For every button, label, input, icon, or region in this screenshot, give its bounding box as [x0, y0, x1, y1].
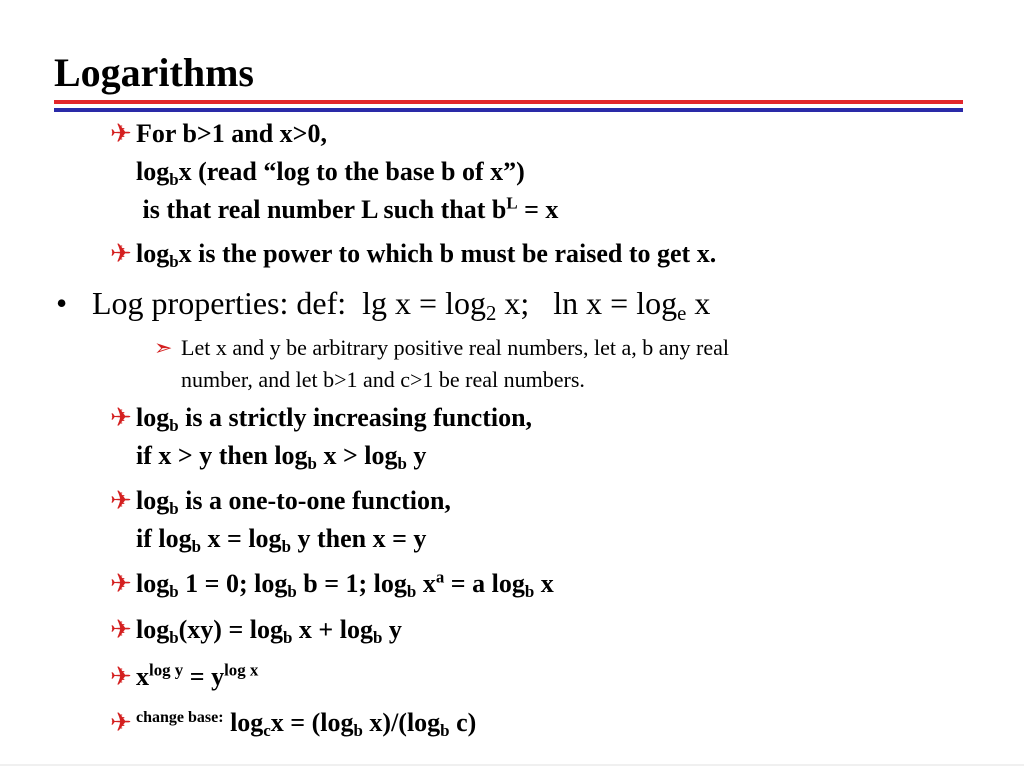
one-to-one-line-2: if $\log_b x = \log_b y$ then x = y	[136, 524, 427, 557]
definition-line-3: is that real number L such that $b^L = x$	[136, 193, 559, 224]
title-rule-red	[54, 100, 963, 104]
identities-text: $\log_b 1 = 0$; $\log_b b = 1$; $\log_b x^a = a$ $\log_b x$	[136, 567, 554, 602]
one-to-one-line-1: $\log_b$ is a one-to-one function,	[136, 486, 451, 519]
plane-arrow-icon: ✈	[110, 569, 132, 598]
sub-arrow-icon: ➣	[154, 335, 173, 360]
footer-divider	[0, 764, 1024, 766]
change-base-label: change base:	[136, 709, 224, 727]
increasing-bullet	[110, 399, 532, 475]
increasing-line-2: if x > y then $\log_b x > \log_b y$	[136, 441, 427, 474]
product-bullet	[110, 611, 402, 649]
plane-arrow-icon: ✈	[110, 615, 132, 644]
increasing-line-1: $\log_b$ is a strictly increasing function,	[136, 403, 533, 436]
definition-line-1: For b>1 and x>0,	[136, 119, 327, 148]
title-rule-blue	[54, 108, 963, 112]
slide-title: Logarithms	[54, 50, 254, 95]
product-text: $\log_b(xy) = \log_b x + \log_b y$	[136, 615, 402, 648]
definition-bullet	[110, 115, 558, 229]
change-base-text: $^{change base:}$ $\log_cx = (\log_b$ $x)/(\log_b$ c)	[136, 708, 477, 741]
definition-line-2: $\log_bx$ (read “log to the base b of x”)	[136, 157, 525, 190]
one-to-one-bullet	[110, 482, 451, 558]
plane-arrow-icon: ✈	[110, 486, 132, 515]
assumptions-bullet	[154, 332, 729, 396]
plane-arrow-icon: ✈	[110, 239, 132, 268]
assumptions-line-2: number, and let b>1 and c>1 be real numbers.	[181, 367, 585, 392]
swap-text: $x^{log y} = y^{log x}$	[136, 660, 259, 691]
identities-bullet	[110, 565, 554, 603]
power-bullet	[110, 235, 716, 273]
swap-bullet	[110, 658, 258, 696]
log-properties-text: Log properties: def: $\lg x = \log_2 x$; $\ln x = \log_e x$	[92, 285, 711, 326]
plane-arrow-icon: ✈	[110, 662, 132, 691]
plane-arrow-icon: ✈	[110, 403, 132, 432]
plane-arrow-icon: ✈	[110, 119, 132, 148]
dot-bullet-icon: •	[56, 285, 68, 321]
power-text: $\log_bx$ is the power to which b must be raised to get x.	[136, 239, 717, 272]
plane-arrow-icon: ✈	[110, 708, 132, 737]
log-properties-bullet	[56, 283, 711, 326]
change-base-bullet	[110, 704, 476, 742]
assumptions-line-1: Let x and y be arbitrary positive real numbers, let a, b any real	[181, 335, 729, 360]
